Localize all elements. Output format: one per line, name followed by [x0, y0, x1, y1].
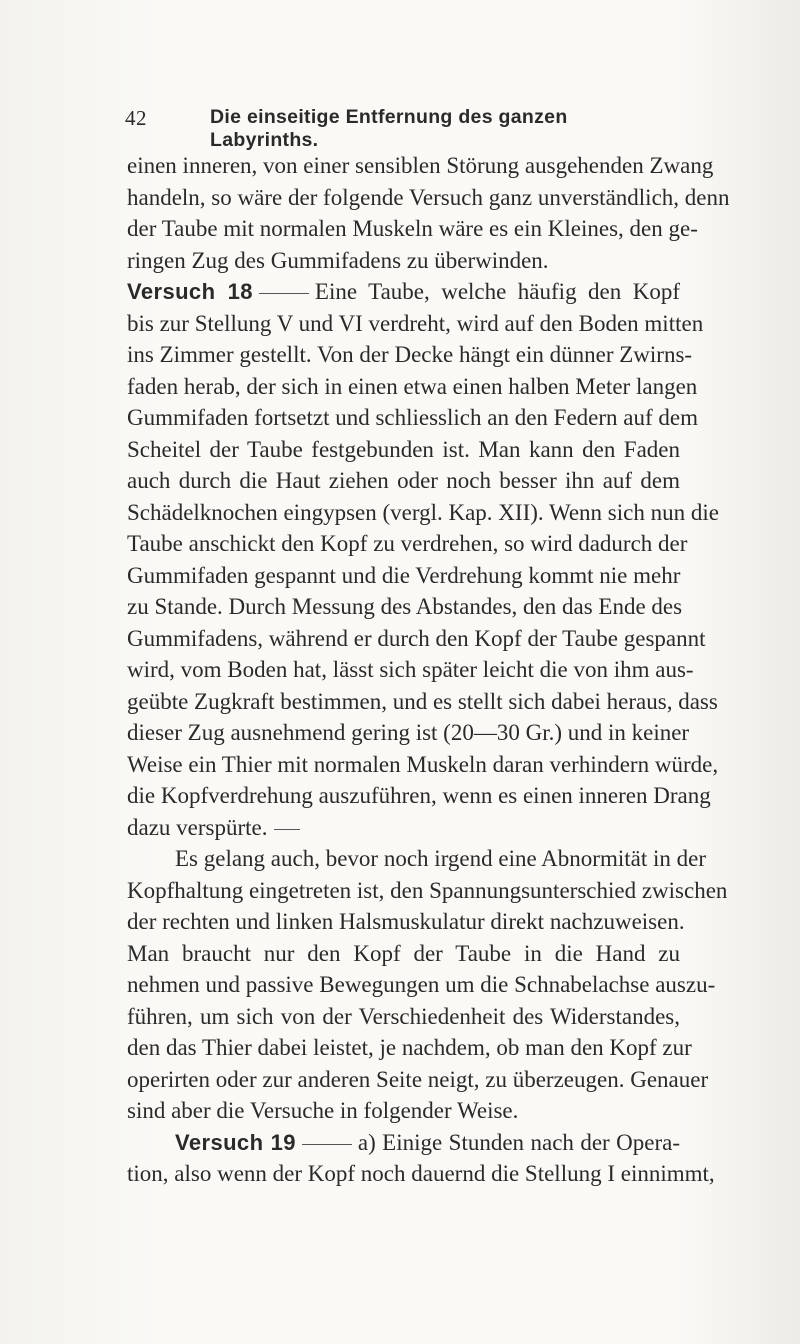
text-line: geübte Zugkraft bestimmen, und es stellt sich dabei heraus, dass: [127, 688, 718, 714]
text-line: Taube anschickt den Kopf zu verdrehen, so wird dadurch der: [127, 531, 688, 556]
text-line: dazu verspürte.: [127, 814, 268, 840]
text-line: einen inneren, von einer sensiblen Störung ausgehenden Zwang: [127, 153, 714, 178]
text-line: Man braucht nur den Kopf der Taube in die Hand zu: [127, 940, 680, 966]
text-line: zu Stande. Durch Messung des Abstandes, den das Ende des: [127, 594, 683, 619]
text-line: ins Zimmer gestellt. Von der Decke hängt ein dünner Zwirns-: [127, 342, 693, 367]
text-line: sind aber die Versuche in folgender Weise.: [127, 1098, 519, 1123]
text-line: ringen Zug des Gummifadens zu überwinden.: [127, 247, 549, 273]
text-line: den das Thier dabei leistet, je nachdem, ob man den Kopf zur: [127, 1035, 692, 1060]
running-head: Die einseitige Entfernung des ganzen Labyrinths.: [210, 106, 568, 151]
text-line: wird, vom Boden hat, lässt sich später leicht die von ihm aus-: [127, 657, 694, 682]
text-line: Scheitel der Taube festgebunden ist. Man kann den Faden: [127, 436, 680, 462]
text-line: die Kopfverdrehung auszuführen, wenn es einen inneren Drang: [127, 783, 711, 808]
experiment-label: Versuch 18: [127, 279, 253, 304]
text-line: dieser Zug ausnehmend gering ist (20—30 Gr.) und in keiner: [127, 720, 690, 745]
text-line: Gummifaden gespannt und die Verdrehung kommt nie mehr: [127, 562, 681, 588]
dash-rule: [274, 829, 300, 830]
text-line: der Taube mit normalen Muskeln wäre es ein Kleines, den ge-: [127, 216, 698, 241]
text-line: handeln, so wäre der folgende Versuch ganz unverständlich, denn: [127, 184, 730, 210]
text-line: Weise ein Thier mit normalen Muskeln daran verhindern würde,: [127, 751, 719, 777]
text-line: Schädelknochen eingypsen (vergl. Kap. XII). Wenn sich nun die: [127, 499, 719, 525]
text-line: tion, also wenn der Kopf noch dauernd die Stellung I einnimmt,: [127, 1161, 715, 1186]
text-line: führen, um sich von der Verschiedenheit des Widerstandes,: [127, 1003, 680, 1029]
text-line: Eine Taube, welche häufig den Kopf: [314, 279, 680, 304]
text-line: a) Einige Stunden nach der Opera-: [357, 1129, 680, 1155]
text-line: bis zur Stellung V und VI verdreht, wird auf den Boden mitten: [127, 310, 704, 336]
text-line: Gummifadens, während er durch den Kopf der Taube gespannt: [127, 625, 706, 651]
experiment-19-heading-line: [127, 1127, 680, 1159]
text-line: Gummifaden fortsetzt und schliesslich an den Federn auf dem: [127, 405, 699, 430]
text-line: der rechten und linken Halsmuskulatur direkt nachzuweisen.: [127, 909, 685, 934]
page-number: 42: [125, 106, 147, 130]
text-line: faden herab, der sich in einen etwa einen halben Meter langen: [127, 373, 698, 399]
experiment-18-heading-line: [127, 276, 680, 308]
experiment-label: Versuch 19: [175, 1129, 296, 1155]
text-line-end: [127, 812, 680, 844]
dash-rule: [302, 1144, 352, 1145]
text-line: nehmen und passive Bewegungen um die Schnabelachse auszu-: [127, 972, 716, 997]
page-header: [125, 102, 680, 151]
text-line: Kopfhaltung eingetreten ist, den Spannungsunterschied zwischen: [127, 877, 728, 903]
dash-rule: [259, 293, 309, 294]
body-text: [127, 150, 730, 1190]
text-line: auch durch die Haut ziehen oder noch besser ihn auf dem: [127, 468, 680, 493]
text-line: Es gelang auch, bevor noch irgend eine Abnormität in der: [175, 846, 706, 871]
text-line: operirten oder zur anderen Seite neigt, zu überzeugen. Genauer: [127, 1066, 709, 1092]
